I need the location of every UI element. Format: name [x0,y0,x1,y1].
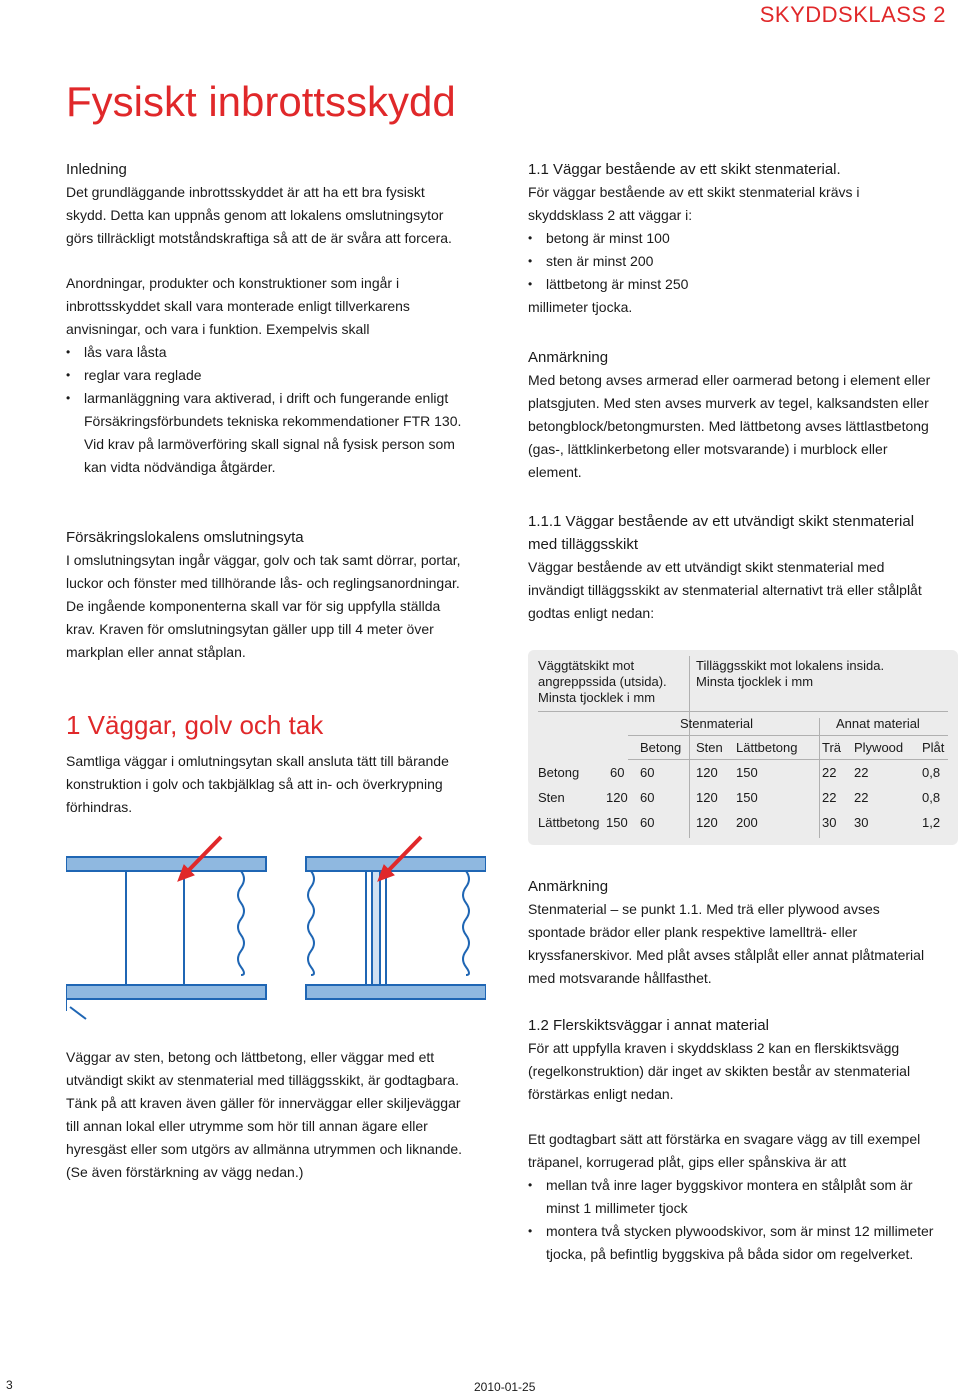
intro-bullet-list [66,341,466,479]
table-row-label: Sten [538,790,565,805]
note2-section [528,875,938,990]
list-item: • larmanläggning vara aktiverad, i drift och fungerande enligt Försäkringsförbundets tekniska rekommendationer FTR 130. Vid krav på larmöverföring skall signal nå fysisk person som kan vidta nödvändiga åtgärder. [66,387,466,479]
table-cell: 60 [640,790,655,805]
table-cell: 120 [696,815,718,830]
intro-body: Det grundläggande inbrottsskyddet är att ha ett bra fysiskt skydd. Detta kan uppnås genom att lokalens omslutningsytor görs tillräckligt motståndskraftiga så att de är svåra att forcera. [66,184,452,246]
list-item: • montera två stycken plywoodskivor, som är minst 12 millimeter tjocka, på befintlig byggskiva på båda sidor om regelverket. [528,1220,938,1266]
note1-body: Med betong avses armerad eller oarmerad betong i element eller platsgjuten. Med sten avses murverk av tegel, kalksandsten eller betongblock/betongmursten. Med lättbetong avses lättlastbetong (gas-, lättklinkerbetong eller motsvarande) i murblock eller element. [528,372,931,480]
table-left-header-line1: Väggtätskikt mot [538,658,635,673]
wall-diagram [66,835,486,1020]
s12-heading: 1.2 Flerskiktsväggar i annat material [528,1017,769,1034]
list-item: • betong är minst 100 [528,227,938,250]
table-col-header: Betong [640,740,682,755]
surface-body: I omslutningsytan ingår väggar, golv och tak samt dörrar, portar, luckor och fönster med tillhörande lås- och reglingsanordningar. De ingående komponenterna skall var för sig uppfylla ställda krav. Kraven för omslutningsytan gäller upp till 4 meter över markplan eller annat ståplan. [66,552,461,660]
table-cell: 120 [696,790,718,805]
s11-after: millimeter tjocka. [528,299,633,315]
note1-section [528,346,938,484]
footer-date: 2010-01-25 [474,1380,536,1394]
section-label: SKYDDSKLASS 2 [759,2,946,27]
list-item: • lås vara låsta [66,341,466,364]
table-right-header-line1: Tilläggsskikt mot lokalens insida. [696,658,885,673]
table-cell: 150 [736,790,758,805]
note2-body: Stenmaterial – se punkt 1.1. Med trä eller plywood avses spontade brädor eller plank respektive lamellträ- eller kryssfanerskivor. Med plåt avses stålplåt eller annat plåtmaterial med motsvarande hållfasthet. [528,901,925,986]
table-cell: 60 [640,765,655,780]
figure-caption: Väggar av sten, betong och lättbetong, eller väggar med ett utvändigt skikt av stenmaterial med tilläggsskikt, är godtagbara. Tänk på att kraven även gäller för innerväggar eller skiljeväggar till annan lokal eller utrymme som hör till annan ägare eller hyresgäst eller som utgörs av allmänna utrymmen och liknande. (Se även förstärkning av vägg nedan.) [66,1049,463,1180]
table-cell: 22 [854,790,869,805]
table-cell: 1,2 [922,815,941,830]
table-cell: 0,8 [922,765,941,780]
table-cell: 120 [696,765,718,780]
table-cell: 150 [606,815,628,830]
table-cell: 60 [640,815,655,830]
table-cell: 30 [854,815,869,830]
list-item: • sten är minst 200 [528,250,938,273]
s111-section [528,510,938,625]
intro-section [66,158,466,479]
table-cell: 120 [606,790,628,805]
page-number: 3 [6,1378,13,1392]
list-item: • lättbetong är minst 250 [528,273,938,296]
table-col-header: Lättbetong [736,740,798,755]
page-title: Fysiskt inbrottsskydd [66,78,456,125]
s11-heading: 1.1 Väggar bestående av ett skikt stenmaterial. [528,161,841,178]
s11-body: För väggar bestående av ett skikt stenmaterial krävs i skyddsklass 2 att väggar i: [528,184,860,223]
section1-heading: 1 Väggar, golv och tak [66,710,324,740]
note1-heading: Anmärkning [528,349,609,366]
s111-heading: 1.1.1 Väggar bestående av ett utvändigt skikt stenmaterial med tilläggsskikt [528,513,915,553]
table-group-other: Annat material [836,716,920,731]
table-left-header-line2: angreppssida (utsida). [538,674,667,689]
table-cell: 22 [854,765,869,780]
note2-heading: Anmärkning [528,878,609,895]
section1-body: Samtliga väggar i omlutningsytan skall ansluta tätt till bärande konstruktion i golv och takbjälklag så att in- och överkrypning förhindras. [66,753,449,815]
table-cell: 30 [822,815,837,830]
table-left-header-line3: Minsta tjocklek i mm [538,690,656,705]
table-cell: 150 [736,765,758,780]
list-item: • reglar vara reglade [66,364,466,387]
s111-body: Väggar bestående av ett utvändigt skikt stenmaterial med invändigt tilläggsskikt av stenmaterial alternativt trä eller stålplåt godtas enligt nedan: [528,559,922,621]
s12-section [528,1014,938,1266]
s12-body: För att uppfylla kraven i skyddsklass 2 kan en flerskiktsvägg (regelkonstruktion) där inget av skikten består av stenmaterial förstärkas enligt nedan. [528,1040,911,1102]
s12-body2: Ett godtagbart sätt att förstärka en svagare vägg av till exempel träpanel, korrugerad plåt, gips eller spånskiva är att [528,1131,921,1170]
thickness-table [528,650,958,845]
table-col-header: Sten [696,740,723,755]
surface-section [66,526,466,664]
surface-heading: Försäkringslokalens omslutningsyta [66,529,304,546]
s11-bullet-list [528,227,938,296]
table-col-header: Trä [822,740,842,755]
table-cell: 22 [822,790,837,805]
table-cell: 22 [822,765,837,780]
table-col-header: Plåt [922,740,945,755]
intro-para2: Anordningar, produkter och konstruktioner som ingår i inbrottsskyddet skall vara monterade enligt tillverkarens anvisningar, och vara i funktion. Exempelvis skall [66,275,410,337]
table-group-stone: Stenmaterial [680,716,753,731]
table-row-label: Lättbetong [538,815,600,830]
intro-heading: Inledning [66,161,127,178]
table-cell: 200 [736,815,758,830]
table-col-header: Plywood [854,740,904,755]
list-item: • mellan två inre lager byggskivor montera en stålplåt som är minst 1 millimeter tjock [528,1174,938,1220]
table-row-label: Betong [538,765,580,780]
s12-bullet-list [528,1174,938,1266]
table-right-header-line2: Minsta tjocklek i mm [696,674,814,689]
table-cell: 60 [610,765,625,780]
s11-section [528,158,938,319]
table-cell: 0,8 [922,790,941,805]
